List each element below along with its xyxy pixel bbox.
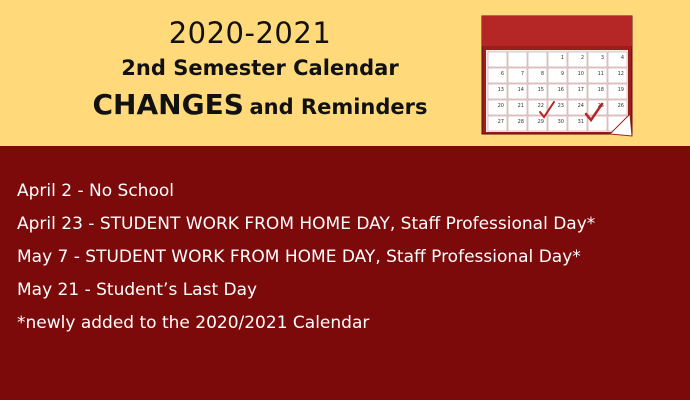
note-item: April 23 - STUDENT WORK FROM HOME DAY, Staff Professional Day*	[17, 214, 596, 234]
calendar-day-number: 7	[520, 71, 524, 77]
calendar-day-number: 6	[500, 71, 504, 77]
calendar-day-number: 27	[497, 119, 504, 125]
note-item: *newly added to the 2020/2021 Calendar	[17, 313, 370, 333]
note-item: April 2 - No School	[17, 181, 174, 201]
note-item: May 7 - STUDENT WORK FROM HOME DAY, Staff Professional Day*	[17, 247, 581, 267]
calendar-day-number: 8	[540, 71, 544, 77]
semester-subtitle: 2nd Semester Calendar	[121, 56, 399, 80]
year-title: 2020-2021	[168, 16, 332, 50]
calendar-day-number: 15	[537, 87, 544, 93]
calendar-cell	[608, 52, 627, 67]
calendar-day-number: 10	[577, 71, 584, 77]
calendar-day-number: 28	[517, 119, 524, 125]
calendar-cell	[488, 68, 507, 83]
calendar-day-number: 23	[557, 103, 564, 109]
calendar-day-number: 17	[577, 87, 584, 93]
calendar-day-number: 14	[517, 87, 524, 93]
calendar-cell	[548, 52, 567, 67]
calendar-day-number: 13	[497, 87, 504, 93]
calendar-day-number: 2	[580, 55, 584, 61]
calendar-day-number: 24	[577, 103, 584, 109]
calendar-cell	[548, 68, 567, 83]
calendar-day-number: 3	[600, 55, 604, 61]
calendar-day-number: 20	[497, 103, 504, 109]
calendar-day-number: 11	[597, 71, 604, 77]
calendar-day-number: 4	[620, 55, 624, 61]
calendar-day-number: 22	[537, 103, 544, 109]
headline-reminders: and Reminders	[249, 95, 428, 119]
calendar-cell	[588, 52, 607, 67]
calendar-cell	[508, 68, 527, 83]
calendar-day-number: 29	[537, 119, 544, 125]
headline-changes: CHANGES	[92, 88, 244, 121]
calendar-cell	[488, 52, 507, 67]
calendar-cell	[568, 52, 587, 67]
notes-list	[17, 178, 595, 343]
calendar-icon	[474, 8, 640, 150]
calendar-day-number: 1	[560, 55, 564, 61]
calendar-day-number: 18	[597, 87, 604, 93]
calendar-day-number: 25	[597, 103, 604, 109]
calendar-day-number: 26	[617, 103, 624, 109]
calendar-day-number: 12	[617, 71, 624, 77]
headline	[0, 88, 520, 121]
calendar-cell	[508, 52, 527, 67]
calendar-cell	[528, 52, 547, 67]
calendar-day-number: 21	[517, 103, 524, 109]
calendar-day-number: 16	[557, 87, 564, 93]
calendar-day-number: 30	[557, 119, 564, 125]
calendar-day-number: 9	[560, 71, 564, 77]
calendar-day-number: 31	[577, 119, 584, 125]
calendar-cell	[528, 68, 547, 83]
calendar-day-number: 19	[617, 87, 624, 93]
note-item: May 21 - Student’s Last Day	[17, 280, 258, 300]
